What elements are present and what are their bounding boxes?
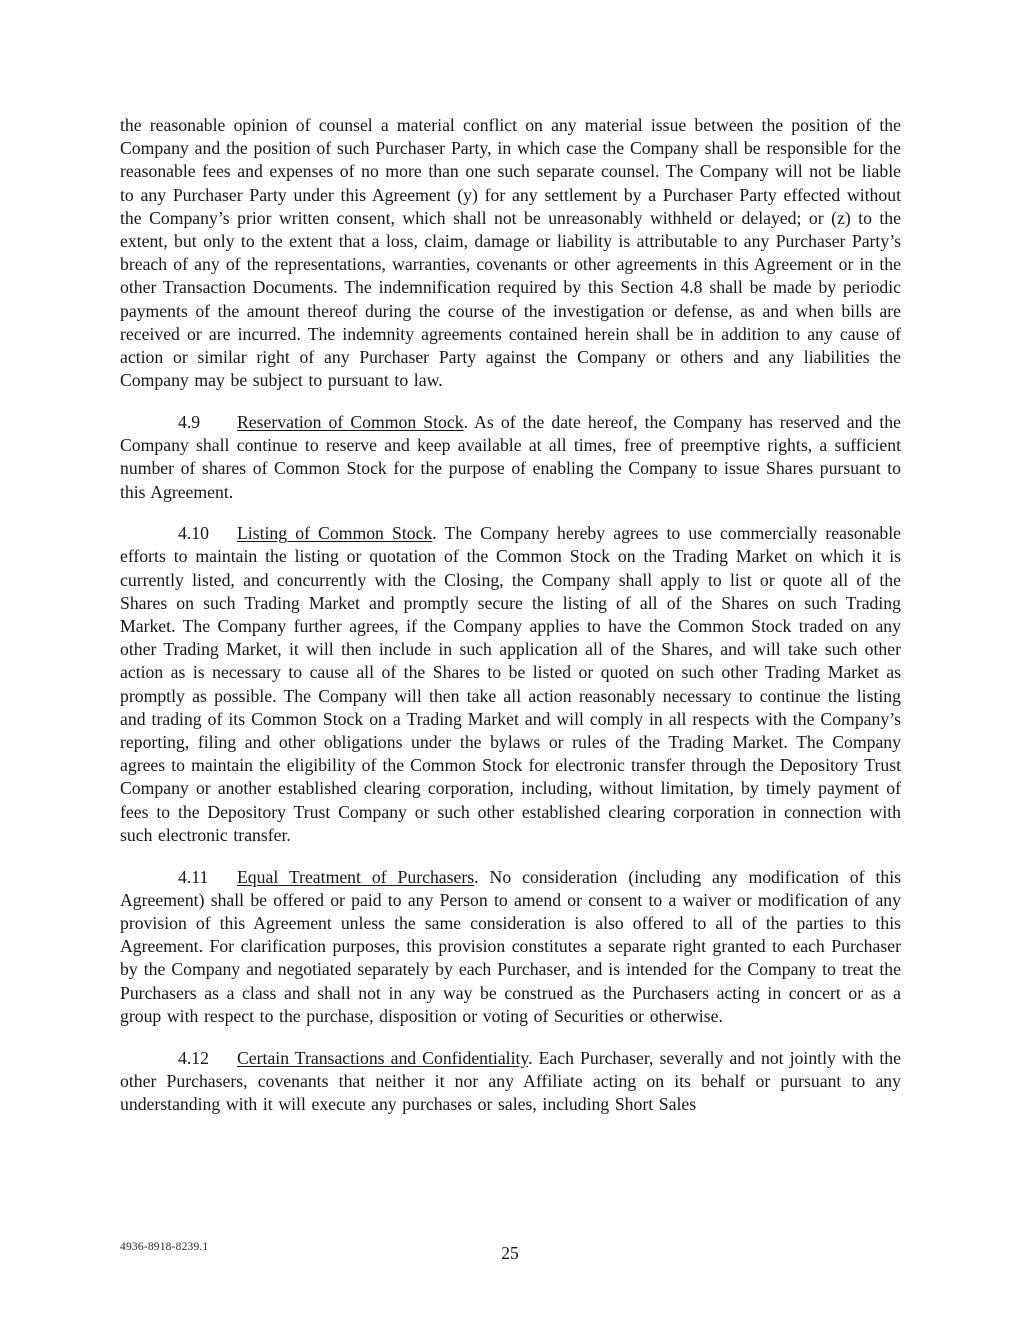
section-4-12-body: Each Purchaser, severally and not jointly with the other Purchasers, covenants that neither it nor any Affiliate acting on its behalf or pursuant to any understanding with it will execute any purchases or sales, including Short Sales xyxy=(120,1047,901,1114)
section-4-11-number: 4.11 xyxy=(178,866,209,887)
section-4-11-heading: Equal Treatment of Purchasers xyxy=(237,866,475,887)
section-4-9-body: As of the date hereof, the Company has reserved and the Company shall continue to reserve and keep available at all times, free of preemptive rights, a sufficient number of shares of Common Stock for the purpose of enabling the Company to issue Shares pursuant to this Agreement. xyxy=(120,411,901,502)
section-4-10-number: 4.10 xyxy=(178,523,209,544)
section-4-10-heading: Listing of Common Stock xyxy=(237,523,433,544)
section-4-10-body: The Company hereby agrees to use commercially reasonable efforts to maintain the listing or quotation of the Common Stock on the Trading Market on which it is currently listed, and concurrently with the Closing, the Company shall apply to list or quote all of the Shares on such Trading Market and promptly secure the listing of all of the Shares on such Trading Market. The Company further agrees, if the Company applies to have the Common Stock traded on any other Trading Market, it will then include in such application all of the Shares, and will take such other action as is necessary to cause all of the Shares to be listed or quoted on such other Trading Market as promptly as possible. The Company will then take all action reasonably necessary to continue the listing and trading of its Common Stock on a Trading Market and will comply in all respects with the Company’s reporting, filing and other obligations under the bylaws or rules of the Trading Market. The Company agrees to maintain the eligibility of the Common Stock for electronic transfer through the Depository Trust Company or another established clearing corporation, including, without limitation, by timely payment of fees to the Depository Trust Company or such other established clearing corporation in connection with such electronic transfer. xyxy=(120,523,901,845)
section-4-9 xyxy=(120,411,901,504)
paragraph-continuation: the reasonable opinion of counsel a material conflict on any material issue between the position of the Company and the position of such Purchaser Party, in which case the Company shall be responsible for the reasonable fees and expenses of no more than one such separate counsel. The Company will not be liable to any Purchaser Party under this Agreement (y) for any settlement by a Purchaser Party effected without the Company’s prior written consent, which shall not be unreasonably withheld or delayed; or (z) to the extent, but only to the extent that a loss, claim, damage or liability is attributable to any Purchaser Party’s breach of any of the representations, warranties, covenants or other agreements in this Agreement or in the other Transaction Documents. The indemnification required by this Section 4.8 shall be made by periodic payments of the amount thereof during the course of the investigation or defense, as and when bills are received or are incurred. The indemnity agreements contained herein shall be in addition to any cause of action or similar right of any Purchaser Party against the Company or others and any liabilities the Company may be subject to pursuant to law. xyxy=(120,115,901,391)
section-4-11 xyxy=(120,866,901,1028)
document-body xyxy=(120,114,901,1116)
section-4-9-heading: Reservation of Common Stock xyxy=(237,411,464,432)
section-4-12-heading: Certain Transactions and Confidentiality xyxy=(237,1047,529,1068)
section-4-10-heading-period: . xyxy=(432,523,437,544)
section-4-11-heading-period: . xyxy=(474,866,479,887)
section-4-11-body: No consideration (including any modification of this Agreement) shall be offered or paid to any Person to amend or consent to a waiver or modification of any provision of this Agreement unless the same consideration is also offered to all of the parties to this Agreement. For clarification purposes, this provision constitutes a separate right granted to each Purchaser by the Company and negotiated separately by each Purchaser, and is intended for the Company to treat the Purchasers as a class and shall not in any way be construed as the Purchasers acting in concert or as a group with respect to the purchase, disposition or voting of Securities or otherwise. xyxy=(120,866,902,1026)
section-4-9-heading-period: . xyxy=(463,411,469,432)
footer-page-number: 25 xyxy=(501,1243,519,1263)
footer-document-id: 4936-8918-8239.1 xyxy=(120,1241,209,1253)
section-4-12-heading-period: . xyxy=(528,1047,533,1068)
section-4-9-number: 4.9 xyxy=(178,411,201,432)
section-4-12-number: 4.12 xyxy=(178,1047,209,1068)
section-4-10 xyxy=(120,522,901,847)
section-4-12 xyxy=(120,1047,901,1117)
